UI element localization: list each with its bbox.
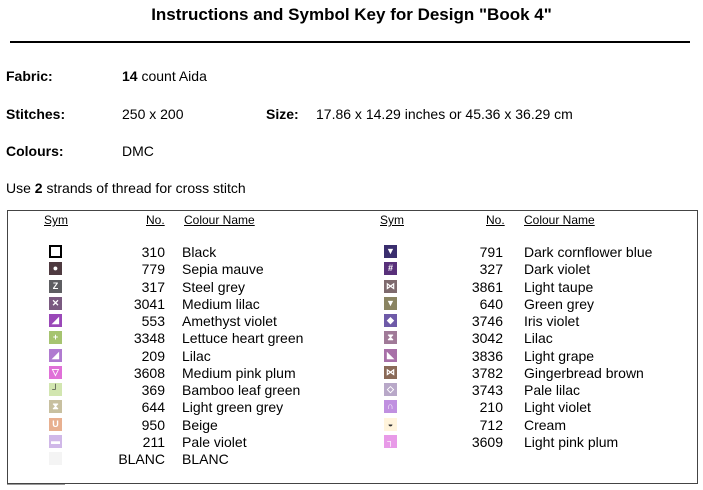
dmc-number: 3348 (133, 330, 165, 347)
triangle-icon: ◢ (49, 314, 62, 327)
colour-name: Light green grey (182, 399, 284, 416)
colour-name: Pale lilac (524, 382, 581, 398)
strand-count: 2 (34, 180, 43, 196)
key-row (8, 261, 688, 278)
bowtie-icon: ⋈ (386, 366, 395, 377)
triangle-icon: ◢ (49, 349, 62, 362)
colour-name: Black (182, 244, 217, 260)
down-triangle-icon: ▽ (49, 366, 62, 379)
dmc-number: 712 (479, 416, 503, 433)
colour-name: Beige (182, 416, 218, 433)
blank-icon (49, 452, 62, 465)
colour-name: Bamboo leaf green (182, 382, 301, 398)
dmc-number: 950 (141, 416, 165, 433)
key-row (8, 451, 688, 468)
plus-icon: + (49, 331, 62, 344)
thread-instruction (6, 180, 246, 196)
dmc-number: 791 (479, 244, 503, 260)
circle-icon: ● (49, 262, 62, 275)
colours-value: DMC (122, 143, 154, 159)
dmc-number: 3041 (133, 295, 165, 312)
dmc-number: 211 (142, 433, 165, 450)
colour-name: Light taupe (524, 278, 594, 295)
instruction-suffix: strands of thread for cross stitch (42, 180, 246, 196)
colour-name: BLANC (182, 451, 229, 467)
down-triangle-icon: ▼ (384, 245, 397, 258)
colour-name: Lilac (524, 330, 553, 347)
fabric-count: 14 (122, 68, 138, 84)
dmc-number: 327 (479, 261, 503, 278)
colour-name: Lettuce heart green (182, 330, 304, 347)
dmc-number: 3861 (471, 278, 503, 295)
hourglass-icon: ⧗ (384, 331, 397, 344)
dmc-number: 553 (141, 313, 165, 329)
dmc-number: 3042 (471, 330, 503, 347)
key-row (8, 296, 688, 313)
triangle-icon: ◣ (384, 349, 397, 362)
corner-icon: ┐ (384, 435, 397, 448)
panel-bottom-tick (7, 484, 65, 485)
dmc-number: 310 (141, 244, 165, 260)
dmc-number: BLANC (118, 451, 165, 467)
no-header-left: No. (146, 213, 165, 227)
size-label: Size: (266, 106, 299, 122)
down-triangle-icon: ▼ (384, 297, 397, 310)
dmc-number: 779 (141, 261, 165, 278)
colour-name: Medium pink plum (182, 364, 296, 381)
key-row (8, 330, 688, 347)
key-row (8, 399, 688, 416)
arch-icon: ∩ (384, 400, 397, 413)
dmc-number: 3743 (471, 382, 503, 398)
dmc-number: 209 (141, 347, 165, 364)
colour-name: Light grape (524, 347, 595, 364)
colour-name: Light pink plum (524, 433, 619, 450)
u-shape-icon: U (49, 418, 62, 431)
page-title: Instructions and Symbol Key for Design "Book 4" (151, 5, 552, 24)
dmc-number: 369 (141, 382, 165, 398)
colour-name: Medium lilac (182, 295, 260, 312)
colour-name: Dark violet (524, 261, 591, 278)
bowtie-icon: ⋈ (386, 280, 395, 291)
dmc-number: 210 (479, 399, 503, 416)
colour-name-header-right: Colour Name (524, 213, 595, 227)
stitches-value: 250 x 200 (122, 106, 184, 122)
colours-label: Colours: (6, 143, 64, 159)
colour-name: Light violet (524, 399, 591, 416)
title-underline (10, 41, 690, 43)
dmc-number: 3609 (471, 433, 503, 450)
key-row (8, 434, 688, 451)
dmc-number: 3836 (471, 347, 503, 364)
dmc-number: 640 (479, 295, 503, 312)
colour-name-header-left: Colour Name (184, 213, 255, 227)
key-row (8, 279, 688, 296)
fabric-type: count Aida (137, 68, 207, 84)
colour-name: Green grey (524, 295, 595, 312)
fabric-value (122, 68, 207, 84)
colour-name: Steel grey (182, 278, 246, 295)
corner-icon: ┘ (49, 383, 62, 396)
colour-name: Dark cornflower blue (524, 244, 653, 260)
sym-header-right: Sym (380, 213, 404, 227)
diamond-icon: ◆ (384, 314, 397, 327)
fabric-label: Fabric: (6, 68, 53, 84)
instruction-prefix: Use (6, 180, 35, 196)
dmc-number: 644 (141, 399, 165, 416)
hourglass-icon: ⧗ (49, 400, 62, 413)
dmc-number: 3746 (471, 313, 503, 329)
symbol-key-panel (7, 210, 698, 484)
key-row (8, 244, 688, 261)
key-row (8, 417, 688, 434)
dmc-number: 317 (141, 278, 165, 295)
key-row (8, 382, 688, 399)
key-row (8, 313, 688, 330)
hash-icon: # (384, 262, 397, 275)
bar-icon: ▬ (51, 435, 60, 446)
sym-header-left: Sym (44, 213, 68, 227)
size-value: 17.86 x 14.29 inches or 45.36 x 36.29 cm (316, 106, 573, 122)
key-row (8, 348, 688, 365)
dmc-number: 3782 (471, 364, 503, 381)
dmc-number: 3608 (133, 364, 165, 381)
x-mark-icon: ✕ (49, 297, 62, 310)
diamond-outline-icon: ◇ (384, 383, 397, 396)
colour-name: Cream (524, 416, 567, 433)
colour-name: Lilac (182, 347, 211, 364)
colour-name: Sepia mauve (182, 261, 264, 278)
no-header-right: No. (486, 213, 505, 227)
z-letter-icon: Z (49, 280, 62, 293)
key-row (8, 365, 688, 382)
half-circle-icon: ◒ (384, 418, 397, 431)
colour-name: Amethyst violet (182, 313, 277, 329)
colour-name: Pale violet (182, 433, 247, 450)
colour-name: Gingerbread brown (524, 364, 644, 381)
colour-name: Iris violet (524, 313, 580, 329)
stitches-label: Stitches: (6, 106, 66, 122)
